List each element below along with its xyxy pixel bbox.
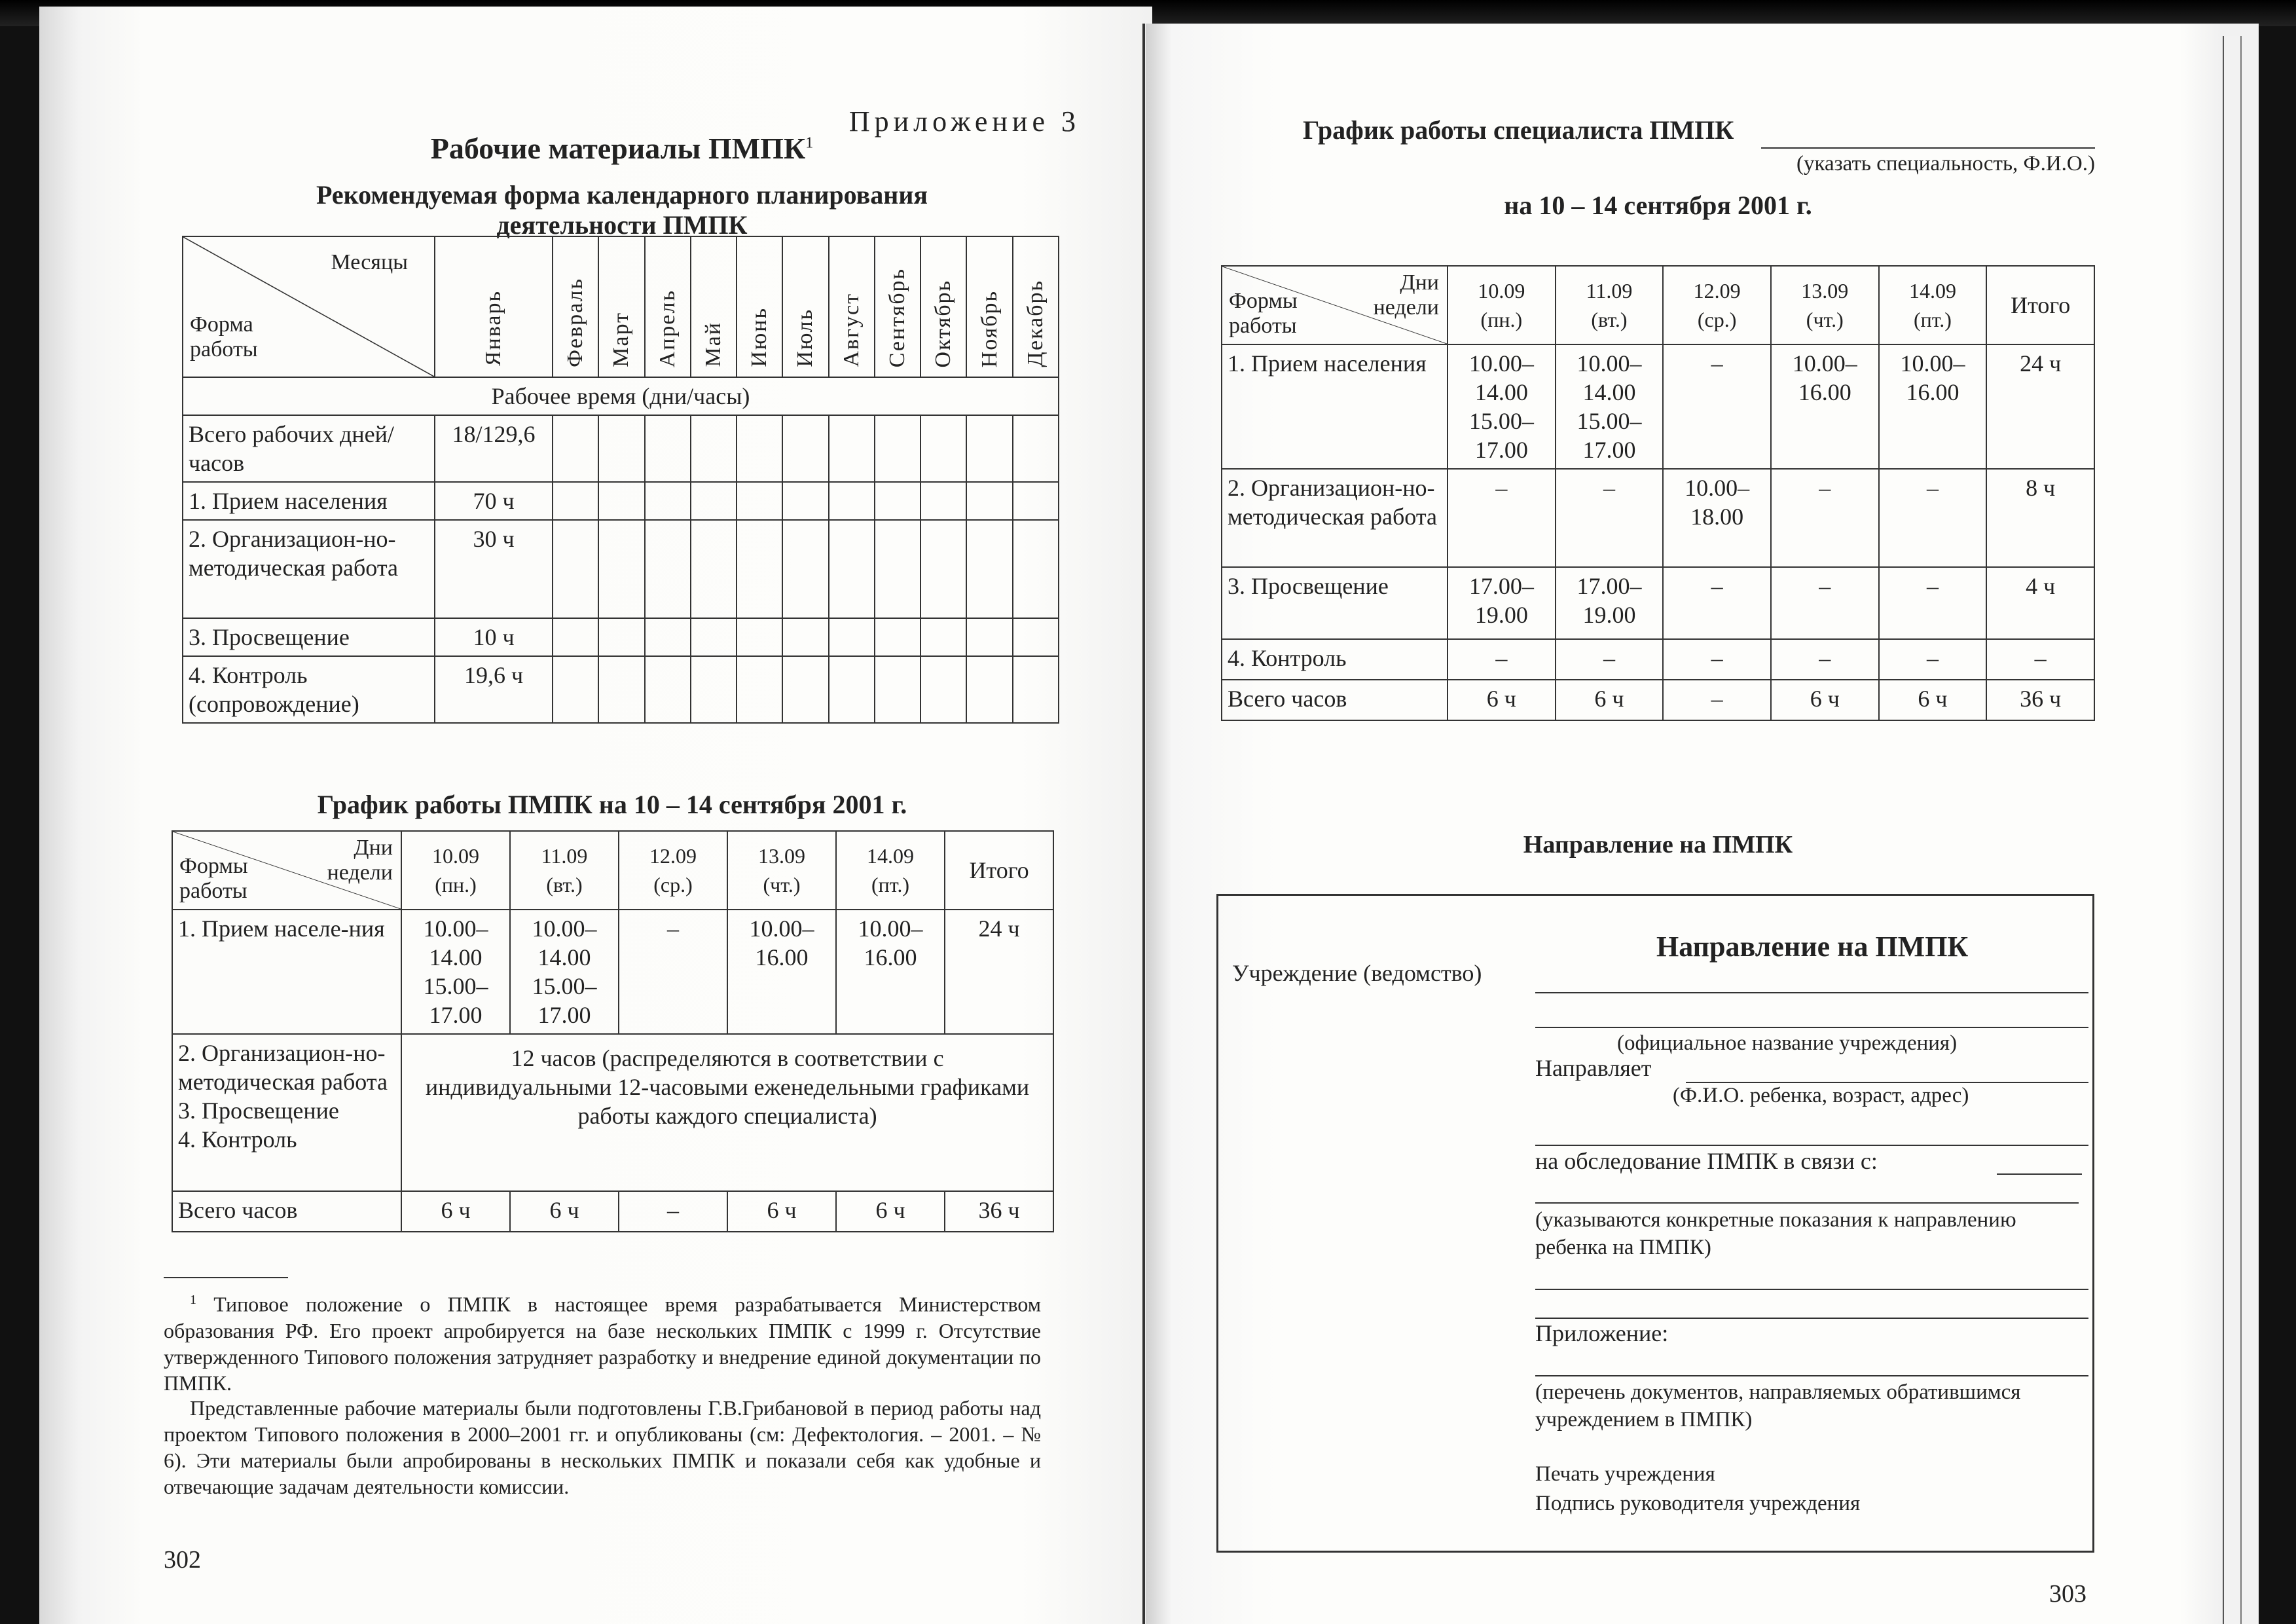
table-row [1222, 567, 2094, 639]
month-label: Август [839, 293, 864, 367]
day-header [619, 831, 727, 910]
appendix-label: Приложение 3 [848, 105, 1080, 138]
child-note: (Ф.И.О. ребенка, возраст, адрес) [1673, 1084, 1969, 1107]
total-cell: 36 ч [945, 1191, 1053, 1232]
day-date: 12.09 [1693, 279, 1741, 303]
attachment-label: Приложение: [1535, 1320, 1669, 1346]
total-cell: 6 ч [510, 1191, 619, 1232]
page-number-left: 302 [164, 1546, 201, 1574]
schedule-cell: 10.00–14.00 15.00–17.00 [1556, 344, 1664, 469]
page-title [183, 131, 1061, 166]
total-cell: 36 ч [1986, 680, 2094, 720]
day-weekday: (вт.) [546, 873, 583, 896]
day-weekday: (вт.) [1591, 308, 1628, 331]
institution-note: (официальное название учреждения) [1617, 1031, 1958, 1055]
schedule-cell: – [1663, 639, 1771, 680]
table-row [1222, 469, 2094, 567]
day-header [1771, 266, 1879, 344]
page-title-text: Рабочие материалы ПМПК [430, 132, 806, 165]
months-label: Месяцы [331, 250, 408, 274]
day-weekday: (пт.) [871, 873, 909, 896]
cell-january: 18/129,6 [435, 415, 553, 482]
merged-hours-note: 12 часов (распределяются в соответствии с индивидуальными 12-часовыми еженедельными графиками работы каждого специалиста) [401, 1034, 1053, 1191]
exam-label: на обследование ПМПК в связи с: [1535, 1148, 1878, 1174]
row-label: 2. Организацион-но-методическая работа [183, 520, 435, 618]
month-label: Февраль [563, 278, 588, 367]
plan-subtitle-line1: Рекомендуемая форма календарного планирования [316, 180, 928, 210]
total-cell: 6 ч [836, 1191, 945, 1232]
month-label: Май [701, 322, 725, 367]
cell-january: 30 ч [435, 520, 553, 618]
day-date: 10.09 [432, 844, 479, 868]
schedule-cell: 17.00–19.00 [1556, 567, 1664, 639]
row-label: 1. Прием населе-ния [172, 910, 401, 1034]
day-date: 13.09 [758, 844, 805, 868]
schedule-cell: – [1663, 344, 1771, 469]
month-header [598, 236, 644, 377]
indications-field-line1[interactable] [1535, 1289, 2088, 1290]
day-weekday: (ср.) [1697, 308, 1737, 331]
footnote-text: Типовое положение о ПМПК в настоящее время разрабатывается Министерством образования РФ. Его проект апробируется на базе нескольких ПМПК с 1999 г. Отсутствие утвержденного Типового положения затрудняет разработку и внедрение единой документации по ПМПК. [164, 1292, 1042, 1395]
month-label: Июнь [747, 307, 772, 367]
cell-january: 70 ч [435, 482, 553, 520]
row-label: 3. Просвещение [183, 618, 435, 656]
row-label: 3. Просвещение [178, 1098, 339, 1124]
row-label: Всего рабочих дней/часов [183, 415, 435, 482]
schedule-cell: – [1448, 469, 1556, 567]
plan-section-row [183, 377, 1059, 415]
month-label: Апрель [655, 289, 680, 367]
month-header [966, 236, 1012, 377]
total-header: Итого [945, 831, 1053, 910]
month-header [920, 236, 966, 377]
day-weekday: (ср.) [653, 873, 693, 896]
schedule-cell: – [1879, 469, 1987, 567]
row-label: 4. Контроль [178, 1126, 297, 1153]
specialist-name-field[interactable] [1761, 147, 2095, 149]
attachment-field[interactable] [1535, 1375, 2088, 1376]
day-date: 12.09 [649, 844, 697, 868]
schedule-cell: 10.00–14.00 15.00–17.00 [510, 910, 619, 1034]
schedule-cell: 17.00–19.00 [1448, 567, 1556, 639]
institution-label: Учреждение (ведомство) [1232, 960, 1482, 986]
schedule-total: – [1986, 639, 2094, 680]
month-header [691, 236, 737, 377]
book-gutter [1142, 24, 1145, 1624]
month-header [782, 236, 828, 377]
working-time-label: Рабочее время (дни/часы) [183, 377, 1059, 415]
schedule-cell: – [1663, 567, 1771, 639]
specialist-name-note: (указать специальность, Ф.И.О.) [1796, 152, 2095, 175]
forms-label-line1: Формы [1229, 289, 1298, 313]
day-weekday: (пн.) [435, 873, 477, 896]
documents-note: (перечень документов, направляемых обратившимся учреждением в ПМПК) [1535, 1380, 2021, 1431]
month-label: Март [609, 312, 634, 367]
page-edge [2223, 36, 2242, 1624]
month-header [1013, 236, 1059, 377]
day-header [836, 831, 945, 910]
day-header [510, 831, 619, 910]
schedule-total: 24 ч [945, 910, 1053, 1034]
day-weekday: (чт.) [763, 873, 801, 896]
schedule-cell: 10.00–16.00 [836, 910, 945, 1034]
schedule-cell: 10.00–16.00 [1879, 344, 1987, 469]
cell-january: 10 ч [435, 618, 553, 656]
month-header [553, 236, 598, 377]
day-header [1879, 266, 1987, 344]
row-label: 1. Прием населения [1222, 344, 1448, 469]
indications-field-line2[interactable] [1535, 1318, 2088, 1319]
days-label-line2: недели [327, 860, 393, 885]
schedule-cell: – [1879, 567, 1987, 639]
plan-table [182, 236, 1059, 724]
forms-label-line2: работы [1229, 314, 1297, 338]
page-number-right: 303 [2049, 1580, 2086, 1608]
schedule-cell: – [1771, 469, 1879, 567]
month-header [645, 236, 691, 377]
month-header [875, 236, 920, 377]
forms-label-line2: работы [179, 879, 247, 903]
table-row [183, 482, 1059, 520]
day-date: 11.09 [541, 844, 588, 868]
form-label-line2: работы [190, 337, 258, 361]
table-row [183, 415, 1059, 482]
total-cell: 6 ч [1556, 680, 1664, 720]
days-label [327, 836, 393, 885]
table-row [172, 1191, 1053, 1232]
schedule-total: 4 ч [1986, 567, 2094, 639]
table-row [172, 910, 1053, 1034]
footnote-ref: 1 [805, 134, 814, 152]
footnote-mark: 1 [190, 1293, 196, 1307]
month-header [737, 236, 782, 377]
specialist-table [1221, 265, 2095, 721]
schedule-cell: – [1556, 639, 1664, 680]
day-header [1556, 266, 1664, 344]
row-label: Всего часов [172, 1191, 401, 1232]
forms-label [179, 854, 248, 904]
day-date: 14.09 [867, 844, 914, 868]
specialist-corner-cell [1222, 266, 1448, 344]
specialist-schedule-title: График работы специалиста ПМПК [1303, 115, 1734, 145]
intro-paragraph: Представленные рабочие материалы были подготовлены Г.В.Грибановой в период работы над проектом Типового положения в 2000–2001 гг. и опубликованы (см: Дефектология. – 2001. – № 6). Эти материалы были апробированы в нескольких ПМПК и показали себя как удобные и отвечающие задачам деятельности комиссии. [164, 1396, 1041, 1498]
day-date: 14.09 [1908, 279, 1956, 303]
schedule-total: 24 ч [1986, 344, 2094, 469]
form-label-line1: Форма [190, 312, 253, 337]
days-label [1374, 270, 1439, 320]
day-weekday: (чт.) [1806, 308, 1844, 331]
day-weekday: (пн.) [1480, 308, 1523, 331]
day-date: 13.09 [1801, 279, 1849, 303]
referral-section-title: Направление на ПМПК [1523, 831, 1793, 858]
month-label: Ноябрь [977, 289, 1002, 367]
row-label: 2. Организацион-но-методическая работа [178, 1040, 388, 1095]
days-label-line1: Дни [1400, 270, 1439, 295]
total-cell: – [1663, 680, 1771, 720]
institution-field-line1[interactable] [1535, 992, 2088, 993]
total-header: Итого [1986, 266, 2094, 344]
form-label [190, 312, 258, 362]
table-row [1222, 344, 2094, 469]
row-label: 4. Контроль (сопровождение) [183, 656, 435, 723]
month-label: Октябрь [931, 279, 956, 367]
day-header [727, 831, 836, 910]
schedule-cell: 10.00–14.00 15.00–17.00 [1448, 344, 1556, 469]
row-label-group [172, 1034, 401, 1191]
directs-label: Направляет [1535, 1055, 1652, 1081]
total-cell: 6 ч [401, 1191, 510, 1232]
plan-header-row [183, 236, 1059, 377]
row-label: Всего часов [1222, 680, 1448, 720]
table-row [183, 618, 1059, 656]
table-row [1222, 639, 2094, 680]
schedule-cell: 10.00–16.00 [727, 910, 836, 1034]
forms-label-line1: Формы [179, 854, 248, 878]
schedule-total: 8 ч [1986, 469, 2094, 567]
table-row [1222, 680, 2094, 720]
month-label: Июль [793, 308, 818, 367]
schedule-header-row [172, 831, 1053, 910]
referral-form-heading: Направление на ПМПК [1656, 931, 1969, 963]
schedule-cell: – [619, 910, 727, 1034]
plan-subtitle-line2: деятельности ПМПК [496, 210, 748, 240]
day-date: 11.09 [1586, 279, 1633, 303]
schedule-title: График работы ПМПК на 10 – 14 сентября 2001 г. [317, 790, 907, 819]
child-field[interactable] [1686, 1082, 2088, 1083]
plan-corner-cell [183, 236, 435, 377]
month-label: Январь [481, 289, 505, 366]
schedule-table [172, 830, 1054, 1232]
total-cell: 6 ч [1879, 680, 1987, 720]
plan-subtitle [183, 180, 1061, 240]
schedule-cell: – [1556, 469, 1664, 567]
institution-field-line2[interactable] [1535, 1027, 2088, 1028]
table-row [172, 1034, 1053, 1191]
child-field-line2[interactable] [1535, 1145, 2088, 1146]
stamp-label: Печать учреждения [1535, 1462, 1715, 1486]
days-label-line1: Дни [354, 836, 393, 860]
signature-label: Подпись руководителя учреждения [1535, 1492, 1861, 1515]
total-cell: 6 ч [1448, 680, 1556, 720]
schedule-cell: – [1771, 567, 1879, 639]
row-label: 4. Контроль [1222, 639, 1448, 680]
total-cell: 6 ч [1771, 680, 1879, 720]
row-label: 3. Просвещение [1222, 567, 1448, 639]
schedule-cell: 10.00–16.00 [1771, 344, 1879, 469]
day-header [401, 831, 510, 910]
footnote [164, 1287, 1041, 1396]
schedule-corner-cell [172, 831, 401, 910]
table-row [183, 520, 1059, 618]
days-label-line2: недели [1373, 295, 1439, 320]
schedule-cell: 10.00–14.00 15.00–17.00 [401, 910, 510, 1034]
specialist-schedule-subtitle: на 10 – 14 сентября 2001 г. [1504, 191, 1812, 220]
day-date: 10.09 [1478, 279, 1525, 303]
row-label: 2. Организацион-но-методическая работа [1222, 469, 1448, 567]
forms-label [1229, 289, 1298, 339]
schedule-cell: – [1879, 639, 1987, 680]
day-weekday: (пт.) [1913, 308, 1952, 331]
month-header [829, 236, 875, 377]
month-header [435, 236, 553, 377]
exam-reason-field[interactable] [1997, 1173, 2082, 1175]
total-cell: 6 ч [727, 1191, 836, 1232]
footnote-divider [164, 1277, 288, 1278]
schedule-cell: – [1771, 639, 1879, 680]
month-label: Сентябрь [884, 267, 909, 367]
total-cell: – [619, 1191, 727, 1232]
exam-reason-field-line2[interactable] [1535, 1202, 2079, 1204]
table-row [183, 656, 1059, 723]
row-label: 1. Прием населения [183, 482, 435, 520]
cell-january: 19,6 ч [435, 656, 553, 723]
day-header [1448, 266, 1556, 344]
month-label: Декабрь [1023, 280, 1048, 367]
schedule-cell: – [1448, 639, 1556, 680]
specialist-header-row [1222, 266, 2094, 344]
indications-note: (указываются конкретные показания к направлению ребенка на ПМПК) [1535, 1208, 2016, 1259]
schedule-cell: 10.00–18.00 [1663, 469, 1771, 567]
day-header [1663, 266, 1771, 344]
